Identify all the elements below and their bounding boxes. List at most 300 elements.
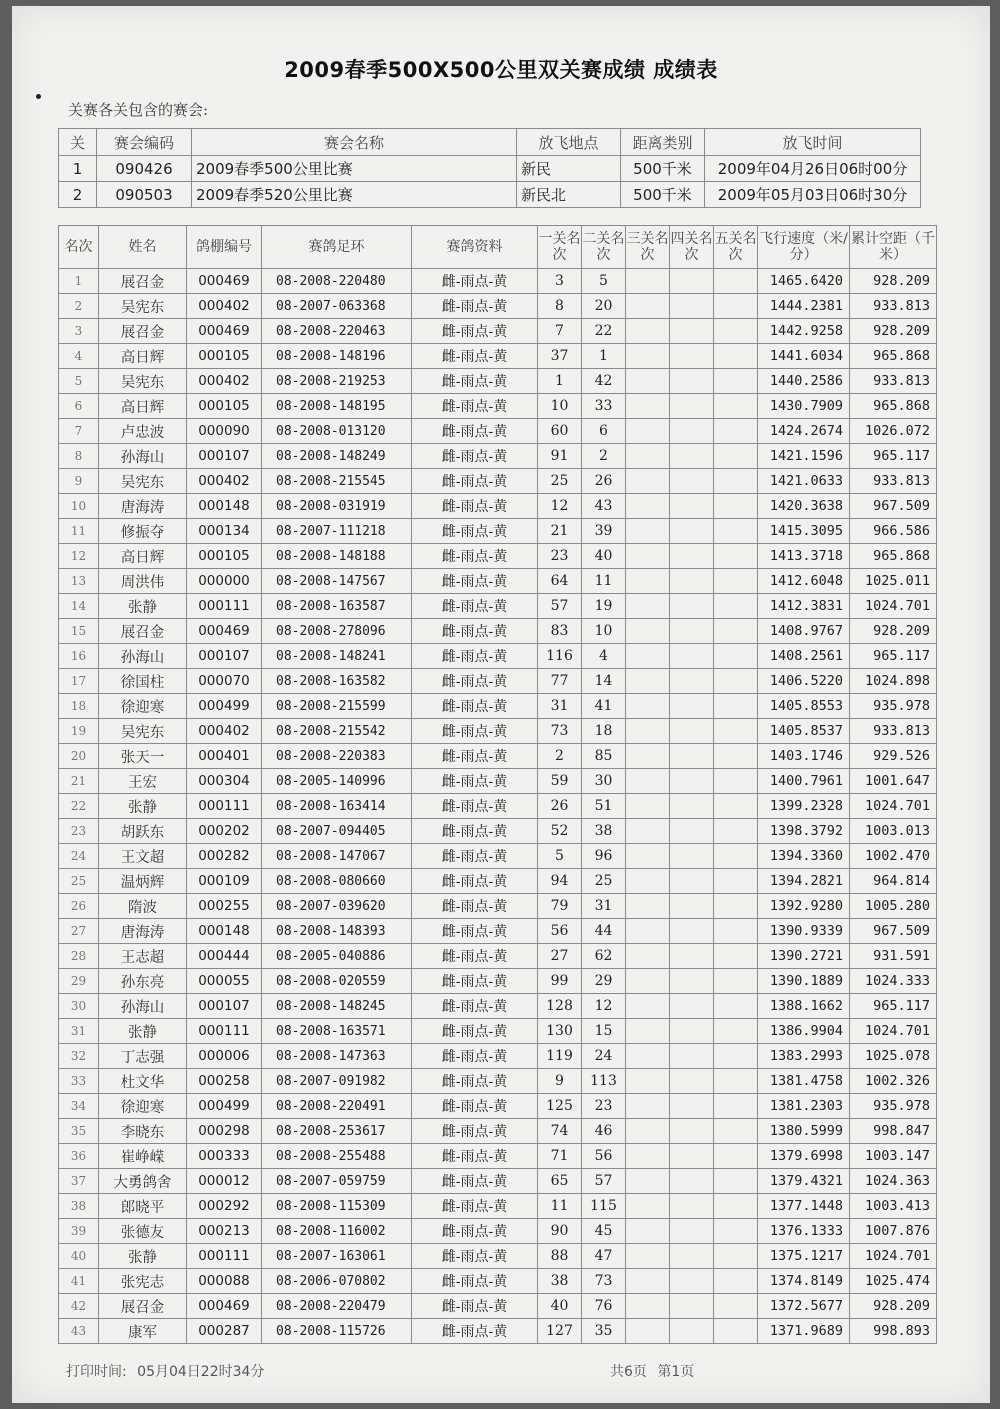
result-cell-rank: 1 — [59, 269, 99, 294]
result-cell-ring: 08-2008-080660 — [262, 869, 412, 894]
result-cell-name: 吴宪东 — [99, 294, 187, 319]
result-cell-dist: 1026.072 — [850, 419, 937, 444]
result-cell-num: 1 — [582, 344, 626, 369]
result-cell-speed: 1381.2303 — [758, 1094, 850, 1119]
result-cell-name: 高日辉 — [99, 394, 187, 419]
result-cell-num: 115 — [582, 1194, 626, 1219]
result-cell-num: 18 — [582, 719, 626, 744]
result-cell-name: 王志超 — [99, 944, 187, 969]
result-cell-dist: 1024.333 — [850, 969, 937, 994]
result-cell-num — [626, 469, 670, 494]
result-cell-dist: 967.509 — [850, 919, 937, 944]
result-cell-name: 张德友 — [99, 1219, 187, 1244]
result-cell-loft: 000469 — [187, 619, 262, 644]
result-cell-num: 71 — [538, 1144, 582, 1169]
result-cell-num — [626, 394, 670, 419]
result-cell-speed: 1381.4758 — [758, 1069, 850, 1094]
result-cell-ring: 08-2008-020559 — [262, 969, 412, 994]
result-cell-num: 47 — [582, 1244, 626, 1269]
result-cell-name: 李晓东 — [99, 1119, 187, 1144]
result-cell-num: 60 — [538, 419, 582, 444]
print-time-area — [66, 1361, 270, 1381]
result-cell-num — [670, 619, 714, 644]
result-cell-speed: 1405.8537 — [758, 719, 850, 744]
result-cell-num — [714, 444, 758, 469]
result-cell-rank: 14 — [59, 594, 99, 619]
result-cell-num — [714, 619, 758, 644]
table-row — [59, 569, 937, 594]
result-cell-num — [714, 519, 758, 544]
result-cell-num: 73 — [582, 1269, 626, 1294]
result-cell-num: 56 — [582, 1144, 626, 1169]
result-cell-num — [714, 844, 758, 869]
result-cell-rank: 40 — [59, 1244, 99, 1269]
result-cell-loft: 000070 — [187, 669, 262, 694]
result-cell-num — [714, 1269, 758, 1294]
result-cell-num: 99 — [538, 969, 582, 994]
result-cell-num — [626, 1069, 670, 1094]
result-cell-speed: 1390.2721 — [758, 944, 850, 969]
result-cell-dist: 928.209 — [850, 319, 937, 344]
result-cell-num: 21 — [538, 519, 582, 544]
legs-row — [59, 182, 921, 208]
legs-header-cell: 赛会编码 — [97, 129, 192, 156]
table-row — [59, 1119, 937, 1144]
result-cell-desc: 雌-雨点-黄 — [412, 269, 538, 294]
result-cell-num — [626, 444, 670, 469]
result-cell-desc: 雌-雨点-黄 — [412, 844, 538, 869]
result-cell-num — [670, 744, 714, 769]
result-cell-num — [670, 569, 714, 594]
result-cell-dist: 1024.701 — [850, 1244, 937, 1269]
result-cell-dist: 1025.474 — [850, 1269, 937, 1294]
result-cell-loft: 000469 — [187, 1294, 262, 1319]
result-cell-dist: 1024.898 — [850, 669, 937, 694]
result-cell-num — [670, 669, 714, 694]
result-cell-num — [714, 944, 758, 969]
result-cell-desc: 雌-雨点-黄 — [412, 1319, 538, 1344]
result-cell-num: 59 — [538, 769, 582, 794]
result-cell-rank: 21 — [59, 769, 99, 794]
result-cell-num: 31 — [538, 694, 582, 719]
result-cell-num — [714, 919, 758, 944]
result-cell-num — [714, 894, 758, 919]
result-cell-num — [670, 594, 714, 619]
current-page: 第1页 — [657, 1364, 695, 1380]
result-cell-num: 12 — [538, 494, 582, 519]
result-cell-num: 73 — [538, 719, 582, 744]
result-cell-dist: 1024.701 — [850, 1019, 937, 1044]
result-cell-ring: 08-2008-278096 — [262, 619, 412, 644]
result-cell-num: 64 — [538, 569, 582, 594]
table-row — [59, 644, 937, 669]
result-cell-loft: 000111 — [187, 594, 262, 619]
result-cell-num — [626, 594, 670, 619]
result-cell-ring: 08-2008-148196 — [262, 344, 412, 369]
result-cell-name: 修振夺 — [99, 519, 187, 544]
result-cell-loft: 000258 — [187, 1069, 262, 1094]
table-row — [59, 1169, 937, 1194]
result-cell-rank: 37 — [59, 1169, 99, 1194]
result-cell-name: 张天一 — [99, 744, 187, 769]
result-cell-rank: 24 — [59, 844, 99, 869]
result-cell-speed: 1372.5677 — [758, 1294, 850, 1319]
result-cell-name: 唐海涛 — [99, 919, 187, 944]
result-cell-rank: 3 — [59, 319, 99, 344]
result-cell-num — [670, 1019, 714, 1044]
result-cell-rank: 28 — [59, 944, 99, 969]
result-cell-num — [714, 1244, 758, 1269]
result-cell-name: 展召金 — [99, 1294, 187, 1319]
result-cell-num: 23 — [538, 544, 582, 569]
result-cell-desc: 雌-雨点-黄 — [412, 419, 538, 444]
results-header-cell: 二关名次 — [582, 226, 626, 269]
result-cell-num — [626, 544, 670, 569]
result-cell-num — [670, 1169, 714, 1194]
result-cell-speed: 1408.2561 — [758, 644, 850, 669]
result-cell-num: 116 — [538, 644, 582, 669]
result-cell-desc: 雌-雨点-黄 — [412, 569, 538, 594]
result-cell-speed: 1440.2586 — [758, 369, 850, 394]
result-cell-num — [714, 369, 758, 394]
result-cell-loft: 000469 — [187, 269, 262, 294]
result-cell-dist: 1024.701 — [850, 594, 937, 619]
result-cell-ring: 08-2008-148245 — [262, 994, 412, 1019]
result-cell-num: 22 — [582, 319, 626, 344]
result-cell-num — [670, 1194, 714, 1219]
result-cell-dist: 1005.280 — [850, 894, 937, 919]
result-cell-name: 唐海涛 — [99, 494, 187, 519]
result-cell-name: 王文超 — [99, 844, 187, 869]
result-cell-desc: 雌-雨点-黄 — [412, 894, 538, 919]
result-cell-desc: 雌-雨点-黄 — [412, 869, 538, 894]
result-cell-dist: 965.868 — [850, 344, 937, 369]
result-cell-ring: 08-2008-147567 — [262, 569, 412, 594]
result-cell-loft: 000105 — [187, 394, 262, 419]
result-cell-name: 展召金 — [99, 619, 187, 644]
legs-cell: 2009年05月03日06时30分 — [705, 182, 921, 208]
result-cell-num — [670, 469, 714, 494]
table-row — [59, 619, 937, 644]
result-cell-name: 张静 — [99, 594, 187, 619]
result-cell-num — [670, 1069, 714, 1094]
result-cell-num: 85 — [582, 744, 626, 769]
result-cell-num — [626, 719, 670, 744]
result-cell-dist: 928.209 — [850, 269, 937, 294]
result-cell-num — [626, 1319, 670, 1344]
result-cell-speed: 1376.1333 — [758, 1219, 850, 1244]
result-cell-num: 128 — [538, 994, 582, 1019]
table-row — [59, 1144, 937, 1169]
table-row — [59, 694, 937, 719]
result-cell-dist: 965.868 — [850, 394, 937, 419]
table-row — [59, 444, 937, 469]
result-cell-num — [670, 994, 714, 1019]
table-row — [59, 344, 937, 369]
result-cell-num — [670, 1044, 714, 1069]
result-cell-dist: 1003.147 — [850, 1144, 937, 1169]
result-cell-name: 吴宪东 — [99, 369, 187, 394]
table-row — [59, 1069, 937, 1094]
result-cell-num: 3 — [538, 269, 582, 294]
result-cell-rank: 39 — [59, 1219, 99, 1244]
result-cell-speed: 1441.6034 — [758, 344, 850, 369]
result-cell-rank: 12 — [59, 544, 99, 569]
result-cell-num — [626, 269, 670, 294]
result-cell-num: 30 — [582, 769, 626, 794]
result-cell-name: 崔峥嵘 — [99, 1144, 187, 1169]
result-cell-rank: 15 — [59, 619, 99, 644]
result-cell-ring: 08-2008-148188 — [262, 544, 412, 569]
result-cell-rank: 30 — [59, 994, 99, 1019]
result-cell-speed: 1392.9280 — [758, 894, 850, 919]
legs-header-cell: 放飞时间 — [705, 129, 921, 156]
result-cell-desc: 雌-雨点-黄 — [412, 344, 538, 369]
result-cell-num — [670, 644, 714, 669]
table-row — [59, 294, 937, 319]
result-cell-num — [670, 519, 714, 544]
result-cell-loft: 000402 — [187, 469, 262, 494]
legs-cell: 2009春季500公里比赛 — [192, 156, 517, 182]
result-cell-loft: 000402 — [187, 294, 262, 319]
result-cell-num — [714, 694, 758, 719]
result-cell-speed: 1408.9767 — [758, 619, 850, 644]
result-cell-num — [626, 1094, 670, 1119]
result-cell-num: 130 — [538, 1019, 582, 1044]
result-cell-num: 125 — [538, 1094, 582, 1119]
result-cell-num — [714, 1044, 758, 1069]
result-cell-dist: 967.509 — [850, 494, 937, 519]
results-sheet — [12, 6, 990, 1403]
result-cell-ring: 08-2008-031919 — [262, 494, 412, 519]
result-cell-num — [626, 1269, 670, 1294]
result-cell-speed: 1420.3638 — [758, 494, 850, 519]
result-cell-name: 丁志强 — [99, 1044, 187, 1069]
result-cell-name: 展召金 — [99, 269, 187, 294]
result-cell-loft: 000111 — [187, 1244, 262, 1269]
table-row — [59, 1294, 937, 1319]
result-cell-num — [714, 769, 758, 794]
result-cell-rank: 36 — [59, 1144, 99, 1169]
result-cell-num: 11 — [582, 569, 626, 594]
result-cell-num — [670, 894, 714, 919]
result-cell-desc: 雌-雨点-黄 — [412, 494, 538, 519]
result-cell-num: 20 — [582, 294, 626, 319]
table-row — [59, 494, 937, 519]
result-cell-loft: 000148 — [187, 494, 262, 519]
result-cell-name: 高日辉 — [99, 544, 187, 569]
result-cell-loft: 000444 — [187, 944, 262, 969]
result-cell-num: 39 — [582, 519, 626, 544]
result-cell-loft: 000105 — [187, 544, 262, 569]
result-cell-dist: 1001.647 — [850, 769, 937, 794]
result-cell-num: 15 — [582, 1019, 626, 1044]
result-cell-rank: 27 — [59, 919, 99, 944]
result-cell-num: 19 — [582, 594, 626, 619]
result-cell-num — [670, 494, 714, 519]
result-cell-loft: 000109 — [187, 869, 262, 894]
result-cell-num — [626, 1044, 670, 1069]
result-cell-num — [626, 494, 670, 519]
result-cell-dist: 935.978 — [850, 1094, 937, 1119]
result-cell-num — [714, 494, 758, 519]
result-cell-desc: 雌-雨点-黄 — [412, 1294, 538, 1319]
legs-cell: 500千米 — [621, 182, 705, 208]
result-cell-num — [626, 1294, 670, 1319]
result-cell-num: 12 — [582, 994, 626, 1019]
result-cell-dist: 933.813 — [850, 469, 937, 494]
result-cell-num: 45 — [582, 1219, 626, 1244]
result-cell-num — [714, 969, 758, 994]
result-cell-rank: 23 — [59, 819, 99, 844]
result-cell-num — [714, 544, 758, 569]
result-cell-name: 孙海山 — [99, 994, 187, 1019]
result-cell-dist: 928.209 — [850, 1294, 937, 1319]
result-cell-rank: 25 — [59, 869, 99, 894]
result-cell-speed: 1444.2381 — [758, 294, 850, 319]
result-cell-name: 吴宪东 — [99, 719, 187, 744]
result-cell-name: 卢忠波 — [99, 419, 187, 444]
result-cell-num — [670, 269, 714, 294]
result-cell-ring: 08-2008-215542 — [262, 719, 412, 744]
result-cell-rank: 7 — [59, 419, 99, 444]
table-row — [59, 869, 937, 894]
result-cell-num: 38 — [582, 819, 626, 844]
result-cell-ring: 08-2007-111218 — [262, 519, 412, 544]
legs-header-cell: 赛会名称 — [192, 129, 517, 156]
result-cell-num: 96 — [582, 844, 626, 869]
result-cell-num: 26 — [582, 469, 626, 494]
table-row — [59, 944, 937, 969]
result-cell-speed: 1390.1889 — [758, 969, 850, 994]
result-cell-speed: 1415.3095 — [758, 519, 850, 544]
result-cell-desc: 雌-雨点-黄 — [412, 1169, 538, 1194]
result-cell-num — [670, 694, 714, 719]
result-cell-desc: 雌-雨点-黄 — [412, 819, 538, 844]
result-cell-num — [626, 1019, 670, 1044]
result-cell-desc: 雌-雨点-黄 — [412, 1144, 538, 1169]
result-cell-num: 25 — [538, 469, 582, 494]
result-cell-num — [714, 1094, 758, 1119]
table-row — [59, 669, 937, 694]
result-cell-ring: 08-2008-219253 — [262, 369, 412, 394]
result-cell-num: 8 — [538, 294, 582, 319]
result-cell-speed: 1379.6998 — [758, 1144, 850, 1169]
result-cell-num — [714, 1319, 758, 1344]
result-cell-dist: 933.813 — [850, 294, 937, 319]
result-cell-num: 42 — [582, 369, 626, 394]
result-cell-rank: 11 — [59, 519, 99, 544]
result-cell-num: 88 — [538, 1244, 582, 1269]
result-cell-dist: 1002.326 — [850, 1069, 937, 1094]
result-cell-ring: 08-2007-063368 — [262, 294, 412, 319]
result-cell-ring: 08-2008-116002 — [262, 1219, 412, 1244]
result-cell-num: 7 — [538, 319, 582, 344]
result-cell-num: 33 — [582, 394, 626, 419]
result-cell-desc: 雌-雨点-黄 — [412, 1219, 538, 1244]
result-cell-num — [626, 769, 670, 794]
result-cell-num — [714, 669, 758, 694]
result-cell-num: 127 — [538, 1319, 582, 1344]
result-cell-num: 26 — [538, 794, 582, 819]
result-cell-name: 张静 — [99, 1244, 187, 1269]
table-row — [59, 719, 937, 744]
result-cell-num — [714, 1119, 758, 1144]
result-cell-speed: 1386.9904 — [758, 1019, 850, 1044]
result-cell-speed: 1394.2821 — [758, 869, 850, 894]
result-cell-rank: 6 — [59, 394, 99, 419]
table-row — [59, 369, 937, 394]
result-cell-num — [714, 1019, 758, 1044]
result-cell-num — [626, 1119, 670, 1144]
result-cell-ring: 08-2008-220479 — [262, 1294, 412, 1319]
result-cell-dist: 965.117 — [850, 644, 937, 669]
result-cell-desc: 雌-雨点-黄 — [412, 544, 538, 569]
result-cell-loft: 000111 — [187, 1019, 262, 1044]
result-cell-desc: 雌-雨点-黄 — [412, 769, 538, 794]
result-cell-loft: 000401 — [187, 744, 262, 769]
result-cell-num — [626, 994, 670, 1019]
result-cell-num — [670, 1319, 714, 1344]
result-cell-name: 康军 — [99, 1319, 187, 1344]
result-cell-desc: 雌-雨点-黄 — [412, 919, 538, 944]
result-cell-dist: 935.978 — [850, 694, 937, 719]
result-cell-name: 张宪志 — [99, 1269, 187, 1294]
result-cell-dist: 998.893 — [850, 1319, 937, 1344]
result-cell-rank: 33 — [59, 1069, 99, 1094]
result-cell-loft: 000088 — [187, 1269, 262, 1294]
result-cell-speed: 1375.1217 — [758, 1244, 850, 1269]
result-cell-num — [670, 394, 714, 419]
result-cell-loft: 000055 — [187, 969, 262, 994]
result-cell-rank: 17 — [59, 669, 99, 694]
result-cell-num — [626, 869, 670, 894]
result-cell-ring: 08-2008-163414 — [262, 794, 412, 819]
legs-cell: 500千米 — [621, 156, 705, 182]
result-cell-rank: 41 — [59, 1269, 99, 1294]
result-cell-num — [670, 1294, 714, 1319]
legs-cell: 090503 — [97, 182, 192, 208]
table-row — [59, 1044, 937, 1069]
result-cell-num: 38 — [538, 1269, 582, 1294]
result-cell-desc: 雌-雨点-黄 — [412, 1194, 538, 1219]
result-cell-dist: 1024.363 — [850, 1169, 937, 1194]
result-cell-num: 6 — [582, 419, 626, 444]
result-cell-ring: 08-2008-220491 — [262, 1094, 412, 1119]
result-cell-ring: 08-2008-013120 — [262, 419, 412, 444]
result-cell-ring: 08-2007-163061 — [262, 1244, 412, 1269]
result-cell-ring: 08-2007-039620 — [262, 894, 412, 919]
result-cell-ring: 08-2008-253617 — [262, 1119, 412, 1144]
result-cell-num: 43 — [582, 494, 626, 519]
result-cell-num — [626, 844, 670, 869]
legs-cell: 新民 — [517, 156, 621, 182]
result-cell-name: 高日辉 — [99, 344, 187, 369]
result-cell-speed: 1424.2674 — [758, 419, 850, 444]
result-cell-num — [714, 294, 758, 319]
result-cell-speed: 1412.3831 — [758, 594, 850, 619]
result-cell-speed: 1421.1596 — [758, 444, 850, 469]
table-row — [59, 269, 937, 294]
results-header-cell: 赛鸽足环 — [262, 226, 412, 269]
result-cell-num: 91 — [538, 444, 582, 469]
result-cell-num: 62 — [582, 944, 626, 969]
result-cell-ring: 08-2008-220480 — [262, 269, 412, 294]
result-cell-loft: 000287 — [187, 1319, 262, 1344]
results-header-cell: 四关名次 — [670, 226, 714, 269]
result-cell-speed: 1377.1448 — [758, 1194, 850, 1219]
result-cell-loft: 000499 — [187, 1094, 262, 1119]
